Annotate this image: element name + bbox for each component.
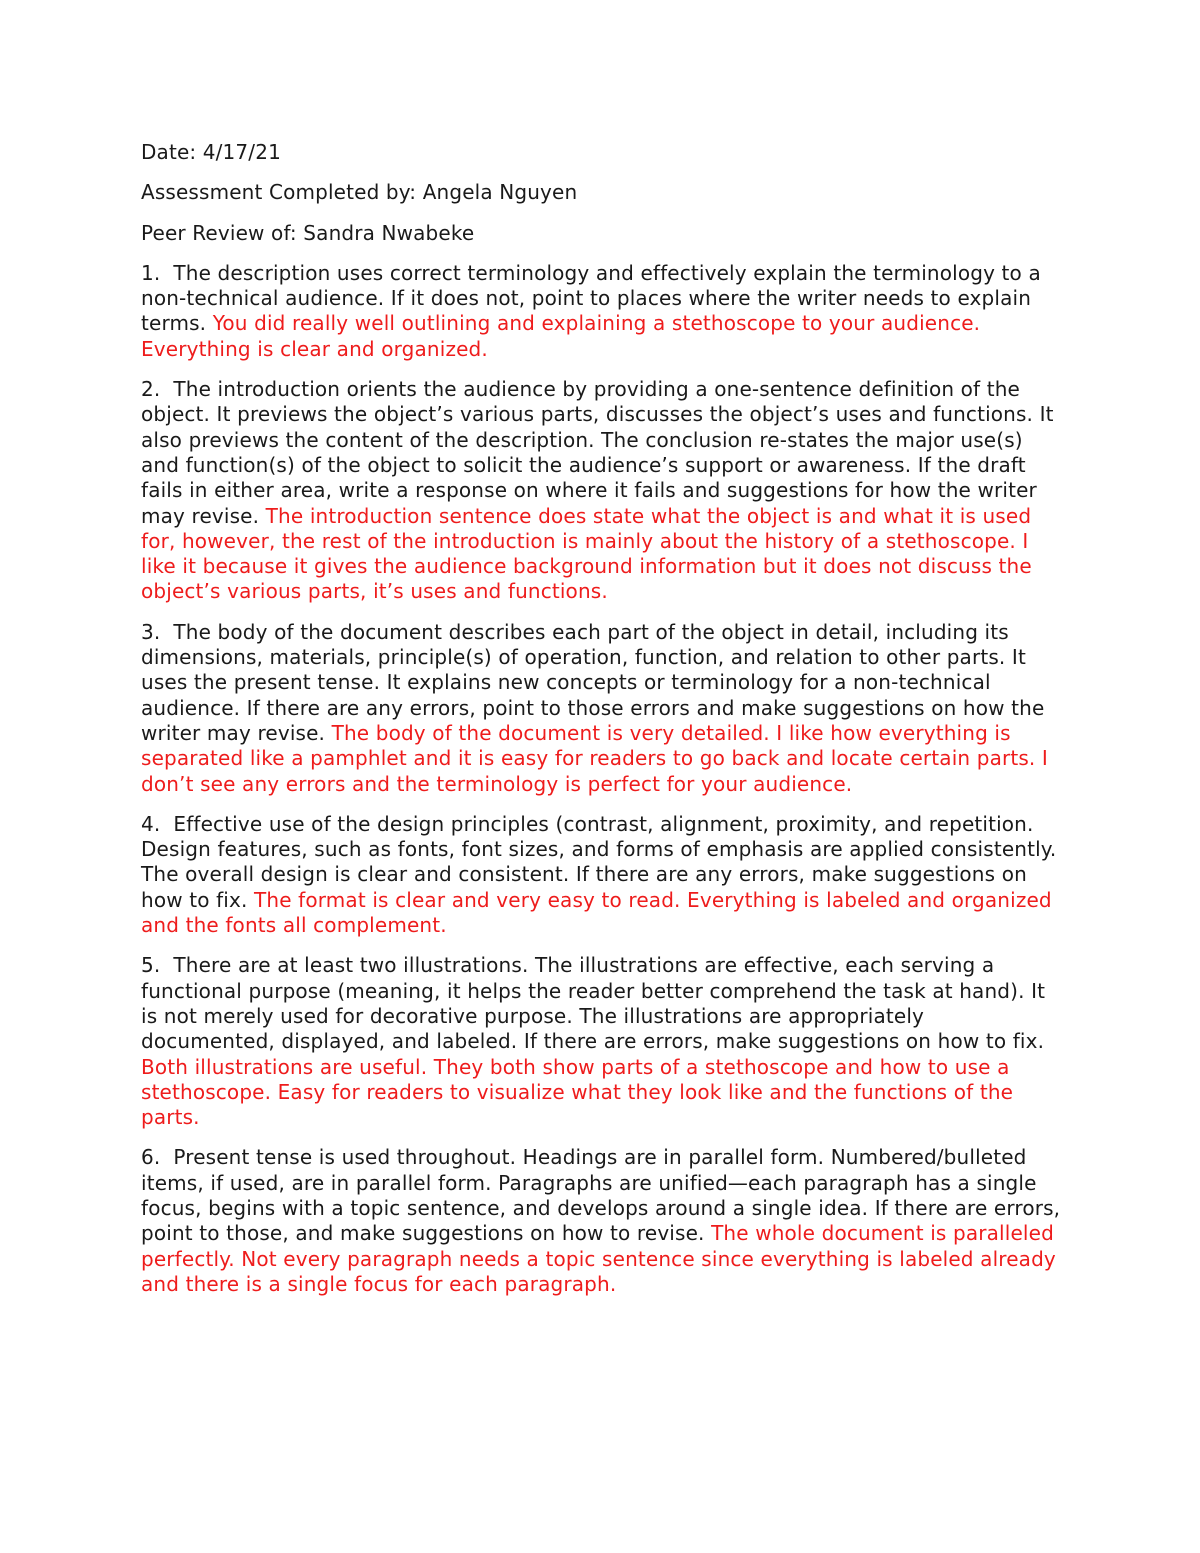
item-number: 5. — [141, 953, 161, 978]
review-item-3 — [141, 620, 1061, 797]
item-feedback: The introduction sentence does state what the object is and what it is used for, however, the rest of the introduction is mainly about the history of a stethoscope. I like it because it gives the audience background information but it does not discuss the object’s various parts, it’s uses and functions. — [141, 503, 1032, 604]
item-feedback: The format is clear and very easy to read. Everything is labeled and organized and the fonts all complement. — [141, 887, 1052, 938]
date-line: Date: 4/17/21 — [141, 140, 281, 164]
item-number: 1. — [141, 260, 161, 285]
item-criterion: The description uses correct terminology and effectively explain the terminology to a non-technical audience. If it does not, point to places where the writer needs to explain terms. — [141, 260, 1041, 336]
reviewee-line: Peer Review of: Sandra Nwabeke — [141, 220, 475, 245]
item-number: 2. — [141, 377, 161, 402]
document-page — [141, 140, 1061, 1312]
item-feedback: You did really well outlining and explaining a stethoscope to your audience. Everything is clear and organized. — [141, 311, 981, 361]
item-feedback: Both illustrations are useful. They both show parts of a stethoscope and how to use a stethoscope. Easy for readers to visualize what they look like and the functions of the parts. — [141, 1054, 1014, 1130]
review-item-2 — [141, 377, 1061, 605]
item-number: 6. — [141, 1145, 161, 1170]
item-number: 4. — [141, 811, 161, 836]
item-criterion: There are at least two illustrations. The illustrations are effective, each serving a functional purpose (meaning, it helps the reader better comprehend the task at hand). It is not merely used for decorative purpose. The illustrations are appropriately documented, displayed, and labeled. If there are errors, make suggestions on how to fix. — [141, 953, 1046, 1054]
assessor-line: Assessment Completed by: Angela Nguyen — [141, 180, 578, 205]
item-feedback: The whole document is paralleled perfectly. Not every paragraph needs a topic sentence since everything is labeled already and there is a single focus for each paragraph. — [141, 1221, 1056, 1296]
review-item-1 — [141, 261, 1061, 362]
item-number: 3. — [141, 619, 161, 644]
item-criterion: The body of the document describes each part of the object in detail, including its dimensions, materials, principle(s) of operation, function, and relation to other parts. It uses the present tense. It explains new concepts or terminology for a non-technical audience. If there are any errors, point to those errors and make suggestions on how the writer may revise. — [141, 619, 1045, 745]
review-item-6 — [141, 1145, 1061, 1297]
review-item-4 — [141, 812, 1061, 938]
item-criterion: Effective use of the design principles (contrast, alignment, proximity, and repetition. Design features, such as fonts, font sizes, and forms of emphasis are applied consistently. The overall design is clear and consistent. If there are any errors, make suggestions on how to fix. — [141, 811, 1057, 912]
item-criterion: The introduction orients the audience by providing a one-sentence definition of the object. It previews the object’s various parts, discusses the object’s uses and functions. It also previews the content of the description. The conclusion re-states the major use(s) and function(s) of the object to solicit the audience’s support or awareness. If the draft fails in either area, write a response on where it fails and suggestions for how the writer may revise. — [141, 377, 1054, 528]
review-item-5 — [141, 953, 1061, 1130]
item-criterion: Present tense is used throughout. Headings are in parallel form. Numbered/bulleted items, if used, are in parallel form. Paragraphs are unified—each paragraph has a single focus, begins with a topic sentence, and develops around a single idea. If there are errors, point to those, and make suggestions on how to revise. — [141, 1145, 1061, 1246]
item-feedback: The body of the document is very detailed. I like how everything is separated like a pamphlet and it is easy for readers to go back and locate certain parts. I don’t see any errors and the terminology is perfect for your audience. — [141, 720, 1048, 796]
